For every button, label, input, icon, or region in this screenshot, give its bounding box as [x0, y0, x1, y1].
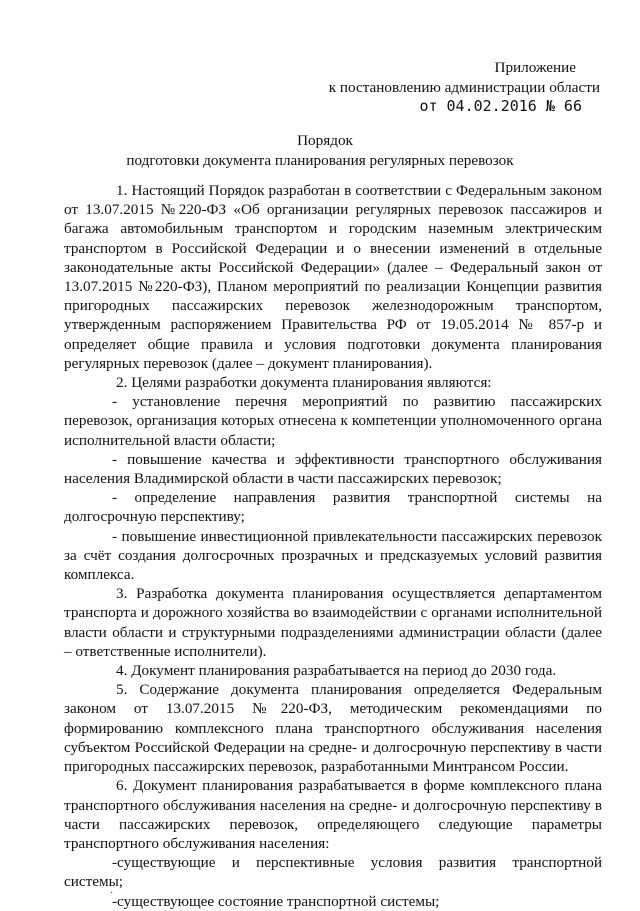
paragraph-5: 5. Содержание документа планирования определяется Федеральным законом от 13.07.2015 №220-ФЗ, методическим рекомендациями по формированию комплексного плана транспортного обслуживания населения субъектом Российской Федерации на средне- и долгосрочную перспективу в части пригородных пассажирских перевозок, разработанными Минтрансом России. — [64, 681, 602, 776]
paragraph-6: 6. Документ планирования разрабатывается в форме комплексного плана транспортного обслуживания населения на средне- и долгосрочную перспективу в части пассажирских перевозок, определяющего следующие параметры транспортного обслуживания населения: — [64, 777, 602, 852]
list-item: - определение направления развития транспортной системы на долгосрочную перспективу; — [64, 489, 602, 526]
appendix-reference: к постановлению администрации области — [328, 78, 600, 96]
list-item: -существующие и перспективные условия развития транспортной системы; — [64, 854, 602, 891]
appendix-title: Приложение — [494, 59, 576, 76]
document-title: Порядок — [297, 132, 353, 149]
document-heading — [0, 131, 640, 171]
document-subtitle: подготовки документа планирования регулярных перевозок — [126, 152, 514, 169]
paragraph-2: 2. Целями разработки документа планирования являются: — [116, 374, 492, 392]
paragraph-4: 4. Документ планирования разрабатывается на период до 2030 года. — [116, 662, 557, 680]
list-item: - повышение инвестиционной привлекательности пассажирских перевозок за счёт создания долгосрочных прозрачных и предсказуемых условий развития комплекса. — [64, 527, 602, 584]
appendix-header — [329, 58, 600, 117]
document-body — [64, 181, 602, 911]
paragraph-3: 3. Разработка документа планирования осуществляется департаментом транспорта и дорожного хозяйства во взаимодействии с органами исполнительной власти области и структурными подразделениями администрации области (далее – ответственные исполнители). — [64, 585, 602, 660]
list-item: -существующее состояние транспортной системы; — [112, 892, 440, 910]
paragraph-1: 1. Настоящий Порядок разработан в соответствии с Федеральным законом от 13.07.2015 №220-ФЗ «Об организации регулярных перевозок пассажиров и багажа автомобильным транспортом и городским наземным электрическим транспортом в Российской Федерации и о внесении изменений в отдельные законодательные акты Российской Федерации» (далее – Федеральный закон от 13.07.2015 №220-ФЗ), Планом мероприятий по реализации Концепции развития пригородных пассажирских перевозок железнодорожным транспортом, утвержденным распоряжением Правительства РФ от 19.05.2014 № 857-р и определяет общие правила и условия подготовки документа планирования регулярных перевозок (далее – документ планирования). — [64, 182, 602, 372]
list-item: - установление перечня мероприятий по развитию пассажирских перевозок, организация которых отнесена к компетенции уполномоченного органа исполнительной власти области; — [64, 393, 602, 449]
appendix-date-number: от 04.02.2016 № 66 — [419, 97, 582, 115]
scan-mark: · — [110, 888, 114, 899]
list-item: - повышение качества и эффективности транспортного обслуживания населения Владимирской области в части пассажирских перевозок; — [64, 450, 602, 488]
